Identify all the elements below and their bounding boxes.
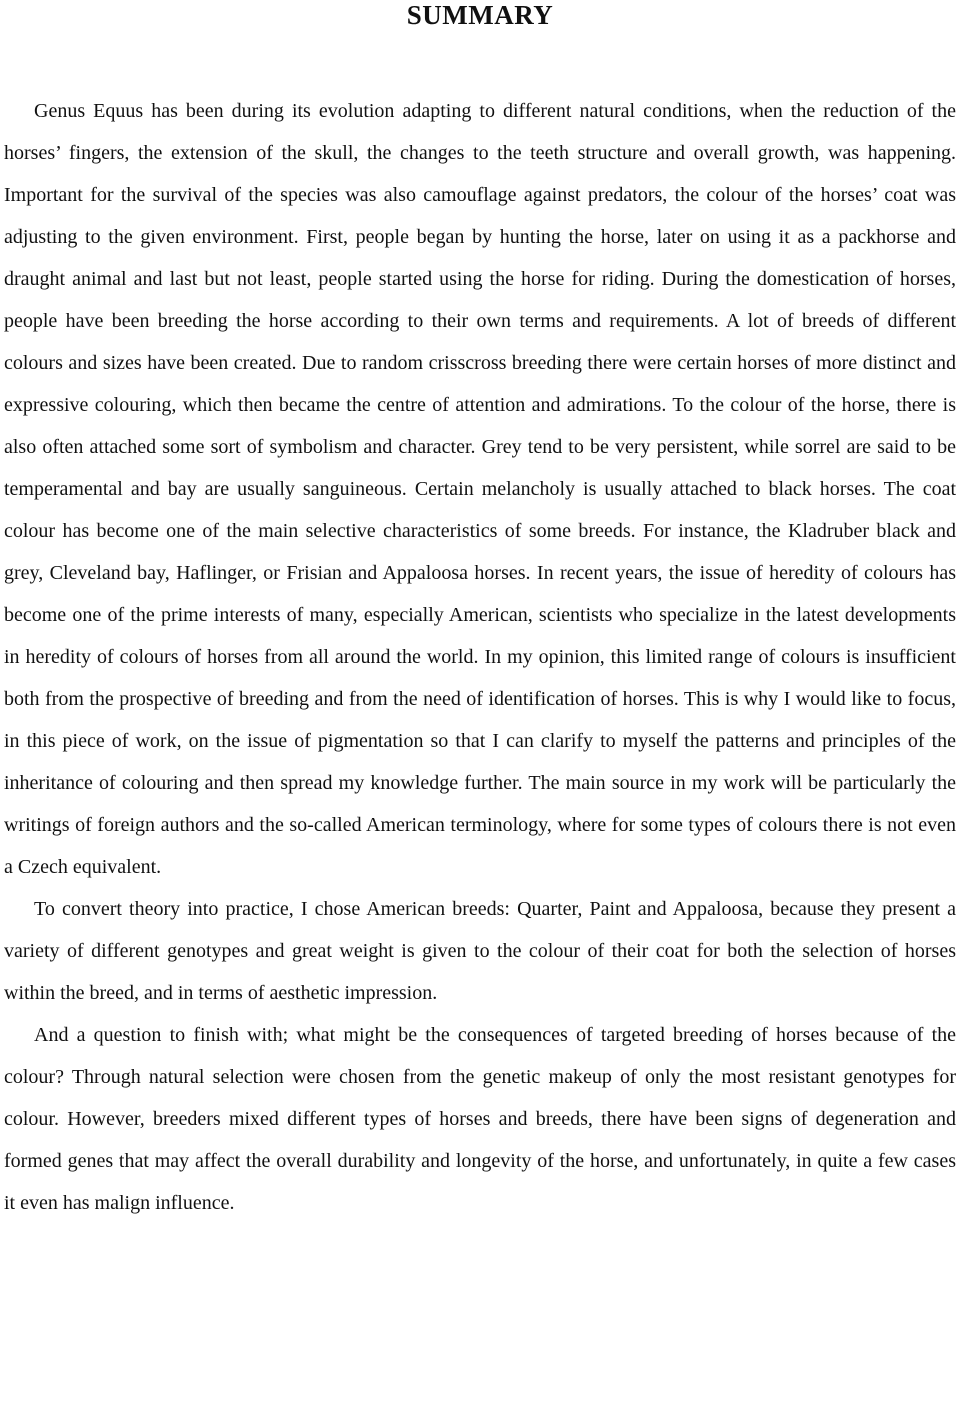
- paragraph-2: To convert theory into practice, I chose American breeds: Quarter, Paint and Appaloosa, because they present a variety of different genotypes and great weight is given to the colour of their coat for both the selection of horses within the breed, and in terms of aesthetic impression.: [4, 898, 956, 1004]
- paragraph-1: Genus Equus has been during its evolution adapting to different natural conditions, when the reduction of the horses’ fingers, the extension of the skull, the changes to the teeth structure and overall growth, was happening. Important for the survival of the species was also camouflage against predators, the colour of the horses’ coat was adjusting to the given environment. First, people began by hunting the horse, later on using it as a packhorse and draught animal and last but not least, people started using the horse for riding. During the domestication of horses, people have been breeding the horse according to their own terms and requirements. A lot of breeds of different colours and sizes have been created. Due to random crisscross breeding there were certain horses of more distinct and expressive colouring, which then became the centre of attention and admirations. To the colour of the horse, there is also often attached some sort of symbolism and character. Grey tend to be very persistent, while sorrel are said to be temperamental and bay are usually sanguineous. Certain melancholy is usually attached to black horses. The coat colour has become one of the main selective characteristics of some breeds. For instance, the Kladruber black and grey, Cleveland bay, Haflinger, or Frisian and Appaloosa horses. In recent years, the issue of heredity of colours has become one of the prime interests of many, especially American, scientists who specialize in the latest developments in heredity of colours of horses from all around the world. In my opinion, this limited range of colours is insufficient both from the prospective of breeding and from the need of identification of horses. This is why I would like to focus, in this piece of work, on the issue of pigmentation so that I can clarify to myself the patterns and principles of the inheritance of colouring and then spread my knowledge further. The main source in my work will be particularly the writings of foreign authors and the so-called American terminology, where for some types of colours there is not even a Czech equivalent.: [4, 100, 956, 878]
- document-page: [4, 0, 956, 1224]
- paragraph-3: And a question to finish with; what might be the consequences of targeted breeding of horses because of the colour? Through natural selection were chosen from the genetic makeup of only the most resistant genotypes for colour. However, breeders mixed different types of horses and breeds, there have been signs of degeneration and formed genes that may affect the overall durability and longevity of the horse, and unfortunately, in quite a few cases it even has malign influence.: [4, 1024, 956, 1214]
- page-title: SUMMARY: [406, 0, 554, 30]
- summary-body: [4, 90, 956, 1224]
